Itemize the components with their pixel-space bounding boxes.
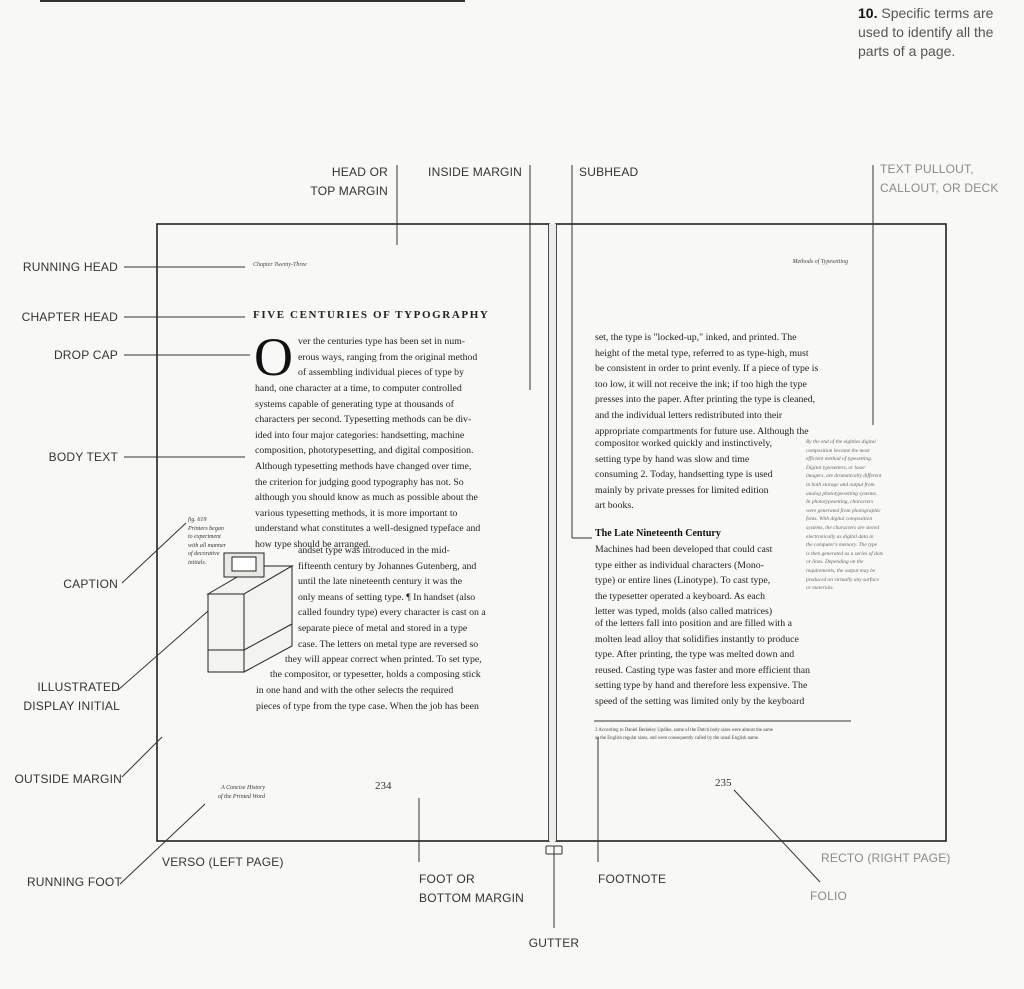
label-subhead: SUBHEAD [579, 165, 639, 179]
label-illustrated: ILLUSTRATED [37, 680, 120, 694]
label-head-or: HEAD OR [331, 165, 388, 179]
label-inside-margin: INSIDE MARGIN [428, 165, 522, 179]
label-body-text: BODY TEXT [48, 450, 118, 464]
label-top-margin: TOP MARGIN [310, 184, 388, 198]
label-outside-margin: OUTSIDE MARGIN [14, 772, 122, 786]
label-verso: VERSO (LEFT PAGE) [162, 855, 284, 869]
running-foot: A Concise History of the Printed Word [217, 785, 265, 800]
left-para2-line-b: the compositor, or typesetter, holds a composing stick [270, 669, 481, 680]
chapter-title: FIVE CENTURIES OF TYPOGRAPHY [253, 309, 490, 321]
folio-left: 234 [375, 780, 392, 792]
label-footnote: FOOTNOTE [598, 872, 667, 886]
left-para1-indent: ver the centuries type has been set in num- erous ways, ranging from the original method of assembling individual pieces of type by [298, 336, 478, 379]
subhead: The Late Nineteenth Century [595, 528, 721, 539]
figure-caption-text: Specific terms are used to identify all the parts of a page. [858, 5, 994, 59]
folio-right: 235 [715, 777, 732, 789]
right-para2-full: of the letters fall into position and are filled with a molten lead alloy that solidifies instantly to produce type. After printing, the type was melted down and reused. Casting type was faster and more efficient than setting type by hand and therefore less expensive. The speed of the setting was limited only by the keyboard [595, 618, 811, 707]
label-bottom-margin: BOTTOM MARGIN [419, 891, 525, 905]
right-para1-narrow: compositor worked quickly and instinctively, setting type by hand was slow and time consuming 2. Today, handsetting type is used mainly by private presses for limited edition art books. [595, 438, 773, 512]
right-para1: set, the type is "locked-up," inked, and printed. The height of the metal type, referred to as type-high, must be consistent in order to print evenly. If a piece of type is too low, it will not receive the ink; if too high the type presses into the paper. After printing the type is cleaned, and the individual letters redistributed into their appropriate compartments for future use. Although the [595, 332, 819, 437]
label-running-head: RUNNING HEAD [22, 260, 118, 274]
figure-number: 10. [858, 5, 878, 21]
label-drop-cap: DROP CAP [53, 348, 118, 362]
label-chapter-head: CHAPTER HEAD [21, 310, 118, 324]
label-caption: CAPTION [63, 577, 118, 591]
gutter-area [549, 224, 556, 841]
label-running-foot: RUNNING FOOT [26, 875, 122, 889]
footnote: 2 According to Daniel Berkeley Updike, some of the Dutch body sizes were almost the same as the English regular sizes, and were consequently called by the usual English name. [595, 728, 773, 741]
label-callout-or-deck: CALLOUT, OR DECK [880, 181, 999, 195]
illustrated-initial-block [208, 553, 292, 672]
right-para2-narrow: Machines had been developed that could cast type either as individual characters (Mono- type) or entire lines (Linotype). To cast type, the typesetter operated a keyboard. As each letter was typed, molds (also called matrices) [595, 544, 773, 618]
left-running-head: Chapter Twenty-Three [253, 262, 307, 268]
left-para1-body: hand, one character at a time, to computer controlled systems capable of generating type at thousands of characters per second. Typesetting methods can be div- ided into four major categories: handsetting, machine composition, phototypesetting, and digital composition. Although typesetting methods have changed over time, the criterion for judging good typography has not. So although you should know as much as possible about the various typesetting methods, it is more important to understand what constitutes a well-designed typeface and how type should be arranged. [255, 383, 481, 550]
text-pullout: By the end of the eighties digital composition became the most efficient method of typesetting. Digital typesetters, or laser imagers, are dramatically different in both storage and output from analog phototypesetting systems. In phototypesetting, characters were generated from photographic fonts. With digital composition systems, the characters are stored electronically as digital data in the computer's memory. The type is then generated as a series of dots or lines. Depending on the requirements, the output may be produced on virtually any surface or materials. [806, 439, 884, 592]
left-para2-line-a: they will appear correct when printed. To set type, [285, 654, 482, 665]
label-text-pullout: TEXT PULLOUT, [880, 162, 974, 176]
label-folio: FOLIO [810, 889, 848, 903]
figure-caption-left: fig. 619 Printers began to experiment with all manner of decorative initials. [188, 517, 227, 566]
label-display-initial: DISPLAY INITIAL [23, 699, 120, 713]
label-recto: RECTO (RIGHT PAGE) [821, 851, 951, 865]
left-para2-wrap: andset type was introduced in the mid- fifteenth century by Johannes Gutenberg, and until the late nineteenth century it was the only means of setting type. ¶ In handset (also called foundry type) every character is cast on a separate piece of metal and stored in a type case. The letters on metal type are reversed so [298, 545, 486, 650]
label-gutter: GUTTER [528, 936, 580, 950]
label-foot-or: FOOT OR [419, 872, 475, 886]
drop-cap: O [254, 327, 293, 387]
left-para2-end: in one hand and with the other selects the required pieces of type from the type case. When the job has been [256, 685, 479, 712]
right-running-head: Methods of Typesetting [792, 259, 848, 265]
